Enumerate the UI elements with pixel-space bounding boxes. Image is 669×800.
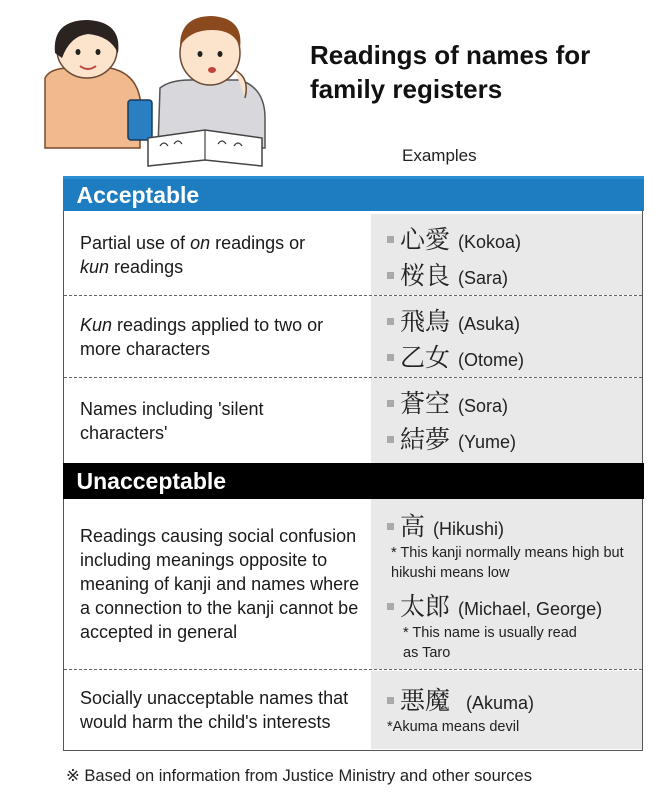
example-kanji: 心愛 — [400, 225, 451, 254]
example-kanji: 太郎 — [400, 592, 451, 621]
row-examples — [371, 499, 642, 669]
example-note: * This kanji normally means high but hikushi means low — [391, 545, 624, 581]
example-item — [387, 302, 642, 338]
example-reading: (Hikushi) — [433, 519, 505, 539]
example-reading: (Yume) — [458, 432, 517, 452]
example-kanji: 高 — [400, 512, 426, 541]
page-title — [310, 38, 660, 106]
row-examples — [371, 214, 642, 295]
desc-italic: Kun — [80, 314, 113, 335]
family-illustration — [40, 8, 280, 173]
example-kanji: 桜良 — [400, 261, 451, 290]
acceptable-header — [63, 176, 644, 211]
title-line-1: Readings of names for — [310, 40, 591, 70]
row-examples — [371, 296, 642, 377]
phone-icon — [128, 100, 152, 140]
example-item — [387, 420, 642, 456]
readings-table — [63, 176, 643, 751]
desc-italic: kun — [80, 256, 110, 277]
unacceptable-heading: Unacceptable — [76, 467, 227, 494]
acceptable-row — [64, 296, 642, 378]
example-reading: (Michael, George) — [458, 599, 603, 619]
example-kanji: 悪魔 — [400, 686, 451, 715]
example-kanji: 結夢 — [400, 425, 451, 454]
woman-figure-icon — [45, 20, 140, 148]
row-description — [64, 296, 371, 377]
open-book-icon — [148, 130, 262, 166]
desc-italic: on — [190, 232, 211, 253]
example-item — [387, 681, 642, 717]
desc-text: readings applied to two or more characters — [80, 314, 324, 359]
bullet-icon — [387, 697, 394, 704]
example-reading: (Otome) — [458, 350, 525, 370]
bullet-icon — [387, 400, 394, 407]
desc-text: Socially unacceptable names that would harm the child's interests — [80, 688, 349, 732]
bullet-icon — [387, 236, 394, 243]
example-item — [387, 384, 642, 420]
desc-text: Partial use of — [80, 232, 191, 253]
example-item — [387, 507, 642, 543]
bullet-icon — [387, 354, 394, 361]
row-description — [64, 214, 371, 295]
source-footnote: ※ Based on information from Justice Ministry and other sources — [66, 767, 532, 785]
unacceptable-header — [63, 463, 644, 499]
row-description — [64, 378, 371, 463]
example-reading: (Sora) — [458, 396, 509, 416]
example-item — [387, 587, 642, 623]
row-description — [64, 499, 371, 669]
bullet-icon — [387, 523, 394, 530]
example-item — [387, 220, 642, 256]
bullet-icon — [387, 603, 394, 610]
bullet-icon — [387, 272, 394, 279]
acceptable-row — [64, 378, 642, 463]
example-reading: (Akuma) — [466, 693, 535, 713]
bullet-icon — [387, 318, 394, 325]
row-examples — [371, 378, 642, 463]
example-reading: (Kokoa) — [458, 232, 522, 252]
man-figure-icon — [158, 16, 265, 148]
example-kanji: 蒼空 — [400, 389, 451, 418]
unacceptable-row — [64, 499, 642, 670]
acceptable-heading: Acceptable — [76, 181, 200, 208]
example-reading: (Sara) — [458, 268, 509, 288]
desc-text: Readings causing social confusion including meanings opposite to meaning of kanji and names where a connection to the kanji cannot be accepted in general — [80, 526, 360, 642]
unacceptable-row — [64, 671, 642, 749]
desc-text: readings — [109, 256, 184, 277]
example-reading: (Asuka) — [458, 314, 521, 334]
example-note: *Akuma means devil — [387, 719, 520, 735]
row-description — [64, 671, 371, 749]
title-line-2: family registers — [310, 74, 503, 104]
desc-text: readings or — [210, 232, 306, 253]
example-kanji: 飛鳥 — [400, 307, 451, 336]
example-kanji: 乙女 — [400, 343, 451, 372]
examples-column-label: Examples — [402, 146, 477, 165]
acceptable-row — [64, 214, 642, 296]
desc-text: Names including 'silent characters' — [80, 398, 264, 443]
example-note: * This name is usually read as Taro — [403, 625, 577, 661]
row-examples — [371, 671, 642, 749]
bullet-icon — [387, 436, 394, 443]
example-item — [387, 256, 642, 292]
example-item — [387, 338, 642, 374]
